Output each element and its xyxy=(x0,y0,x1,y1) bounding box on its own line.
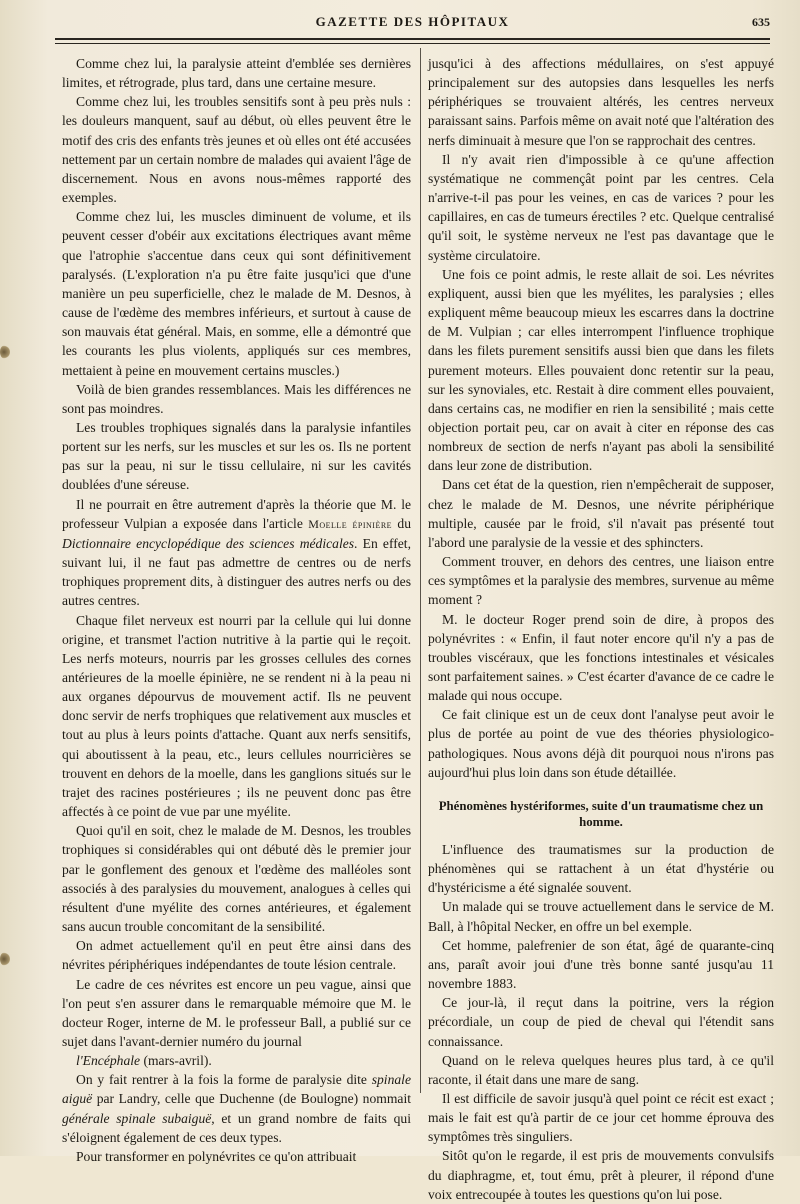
binding-hole xyxy=(0,345,10,359)
italic-title: l'Encéphale xyxy=(76,1053,141,1069)
paragraph: Voilà de bien grandes ressemblances. Mais les différences ne sont pas moindres. xyxy=(62,381,411,416)
paragraph: l'Encéphale (mars-avril). xyxy=(76,1053,212,1069)
paragraph: Dans cet état de la question, rien n'empêcherait de supposer, chez le malade de M. Desnos, une névrite périphérique multiple, causée par le froid, s'il n'avait pas présenté tout l'abord une paralysie de la vessie et des sphincters. xyxy=(428,477,774,550)
paragraph: M. le docteur Roger prend soin de dire, à propos des polynévrites : « Enfin, il faut noter encore qu'il n'y a pas de troubles viscéraux, que les fonctions intestinales et vésicales sont parfaitement saines. » C'est écarter d'avance de ce cadre le malade qui nous occupe. xyxy=(428,611,774,704)
publication-title: GAZETTE DES HÔPITAUX xyxy=(315,14,510,29)
paragraph: Sitôt qu'on le regarde, il est pris de mouvements convulsifs du diaphragme, et, tout ému, prêt à pleurer, il répond d'une voix entrecoupée à toutes les questions qu'on lui pose. xyxy=(428,1148,774,1202)
header-rule xyxy=(55,38,770,40)
paragraph: Comme chez lui, les muscles diminuent de volume, et ils peuvent cesser d'obéir aux excitations électriques avant même que l'atrophie s'accentue dans ceux qui sont définitivement paralysés. (L'exploration n'a pu être faite jusqu'ici que d'une manière un peu superficielle, chez le malade de M. Desnos, à cause de l'œdème des membres inférieurs, et surtout à cause de son mauvais état général. Mais, en somme, elle a démontré que les courants les plus violents, appliqués sur ces membres, mettaient à peine en mouvement certains muscles.) xyxy=(62,209,411,378)
paragraph: Comment trouver, en dehors des centres, une liaison entre ces symptômes et la paralysie des membres, survenue au même moment ? xyxy=(428,554,774,608)
paragraph: Il ne pourrait en être autrement d'après la théorie que M. le professeur Vulpian a exposée dans l'article Moelle épinière du Dictionnaire encyclopédique des sciences médicales. En effet, suivant lui, il ne faut pas admettre de centres ou de nerfs trophiques proprement dits, à distinguer des autres nerfs ou des autres centres. xyxy=(62,496,411,609)
paragraph: Il n'y avait rien d'impossible à ce qu'une affection systématique ne commençât point par les centres. Cela n'arrive-t-il pas pour les veines, en cas de varices ? pour les capillaires, en cas de tumeurs érectiles ? etc. Quelque centralisé qu'il soit, le système nerveux ne l'est pas davantage que le système circulatoire. xyxy=(428,151,774,263)
paragraph: Quoi qu'il en soit, chez le malade de M. Desnos, les troubles trophiques si considérables qui ont débuté dès le premier jour par le gonflement des genoux et l'œdème des malléoles sont associés à des paralysies du mouvement, analogues à celles qui résultent d'une myélite des cornes antérieures, et également sans aucun trouble concomitant de la sensibilité. xyxy=(62,823,411,935)
paragraph: Une fois ce point admis, le reste allait de soi. Les névrites expliquent, aussi bien que les myélites, les paralysies ; elles expliquent même beaucoup mieux les escarres dans la doctrine de M. Vulpian ; car elles interrompent l'influence trophique dans les filets purement sensitifs aussi bien que dans les filets purement moteurs. Elles pouvaient donc retentir sur la peau, sur les synoviales, etc. Restait à dire comment elles pouvaient, dans certains cas, ne modifier en rien la sensibilité ; mais cette objection portait peu, car on avait à citer en réponse des cas nombreux de section de nerfs n'ayant pas aboli la sensibilité dans leur zone de distribution. xyxy=(428,266,774,474)
paragraph: L'influence des traumatismes sur la production de phénomènes qui se rattachent à un état d'hystérie ou d'hystéricisme a été signalée souvent. xyxy=(428,841,774,896)
column-divider xyxy=(420,48,421,1093)
paragraph: Pour transformer en polynévrites ce qu'on attribuait xyxy=(76,1148,357,1164)
section-heading: Phénomènes hystériformes, suite d'un traumatisme chez un homme. xyxy=(438,798,764,829)
paragraph: jusqu'ici à des affections médullaires, on s'est appuyé principalement sur des autopsies dans lesquelles les nerfs périphériques se trouvaient altérés, les centres nerveux paraissant sains. Parfois même on avait noté que l'altération des nerfs diminuait à mesure que l'on se rapprochait des centres. xyxy=(428,56,774,148)
paragraph: Le cadre de ces névrites est encore un peu vague, ainsi que l'on peut s'en assurer dans le remarquable mémoire que M. le docteur Roger, interne de M. le professeur Ball, a publié sur ce sujet dans l'avant-dernier numéro du journal xyxy=(62,976,411,1049)
paragraph: Quand on le releva quelques heures plus tard, à ce qu'il raconte, il était dans une mare de sang. xyxy=(428,1052,774,1087)
right-column xyxy=(428,54,774,1204)
paragraph: Il est difficile de savoir jusqu'à quel point ce récit est exact ; mais le fait est qu'à partir de ce jour cet homme éprouva des symptômes très singuliers. xyxy=(428,1090,774,1145)
paragraph: Un malade qui se trouve actuellement dans le service de M. Ball, à l'hôpital Necker, en offre un bel exemple. xyxy=(428,899,774,934)
small-caps-text: épinière xyxy=(352,516,393,531)
paragraph: Comme chez lui, les troubles sensitifs sont à peu près nuls : les douleurs manquent, sauf au début, où elles peuvent être le motif des cris des enfants très jeunes et où elles ont été accusées nettement par un certain nombre de malades qui avaient l'âge de discernement. Nous en avons nous-mêmes rapporté des exemples. xyxy=(62,94,411,206)
paragraph: Ce fait clinique est un de ceux dont l'analyse peut avoir le plus de portée au point de vue des théories physiologico-pathologiques. Nous avons déjà dit pourquoi nous n'irons pas aujourd'hui plus loin dans son étude détaillée. xyxy=(428,707,774,780)
paragraph: Les troubles trophiques signalés dans la paralysie infantiles portent sur les nerfs, sur les muscles et sur les os. Ils ne portent pas sur la peau, ni sur le tissu cellulaire, ni sur les cavités doublées d'une séreuse. xyxy=(62,419,411,493)
italic-term: spinale aiguë xyxy=(62,1072,411,1107)
binding-hole xyxy=(0,952,10,966)
paragraph: Comme chez lui, la paralysie atteint d'emblée ses dernières limites, et rétrograde, plus tard, dans une certaine mesure. xyxy=(62,56,411,91)
paragraph: On y fait rentrer à la fois la forme de paralysie dite spinale aiguë par Landry, celle que Duchenne (de Boulogne) nommait générale spinale subaiguë, et un grand nombre de faits qui s'éloignent également de ces deux types. xyxy=(62,1072,411,1145)
paragraph: Cet homme, palefrenier de son état, âgé de quarante-cinq ans, paraît avoir joui d'une très bonne santé jusqu'au 11 novembre 1883. xyxy=(428,937,774,992)
paragraph: Ce jour-là, il reçut dans la poitrine, vers la région précordiale, un coup de pied de cheval qui l'étendit sans connaissance. xyxy=(428,995,774,1049)
page-number: 635 xyxy=(752,15,770,29)
small-caps-text: Moelle xyxy=(308,516,348,531)
paragraph: Chaque filet nerveux est nourri par la cellule qui lui donne origine, et transmet l'action nutritive à la partie qui le reçoit. Les nerfs moteurs, nourris par les grosses cellules des cornes antérieures de la moelle épinière, ne se rendent ni à la peau ni aux organes dépourvus de mouvement actif. Ils ne peuvent donc servir de nerfs trophiques que relativement aux muscles et tout au plus à leurs points d'attache. Quant aux nerfs sensitifs, qui aboutissent à la peau, etc., leurs cellules nourricières se trouvent en dehors de la moelle, dans les ganglions situés sur le trajet des racines postérieures ; ils ne peuvent donc pas être affectés à ce point de vue par une myélite. xyxy=(62,612,411,820)
paragraph: On admet actuellement qu'il en peut être ainsi dans des névrites périphériques indépendantes de toute lésion centrale. xyxy=(62,938,411,973)
italic-title: Dictionnaire encyclopédique des sciences médicales xyxy=(62,535,355,551)
left-column xyxy=(62,54,411,1166)
page-header xyxy=(55,14,770,34)
header-rule-thin xyxy=(55,43,770,44)
italic-term: générale spinale subaiguë xyxy=(62,1110,212,1126)
